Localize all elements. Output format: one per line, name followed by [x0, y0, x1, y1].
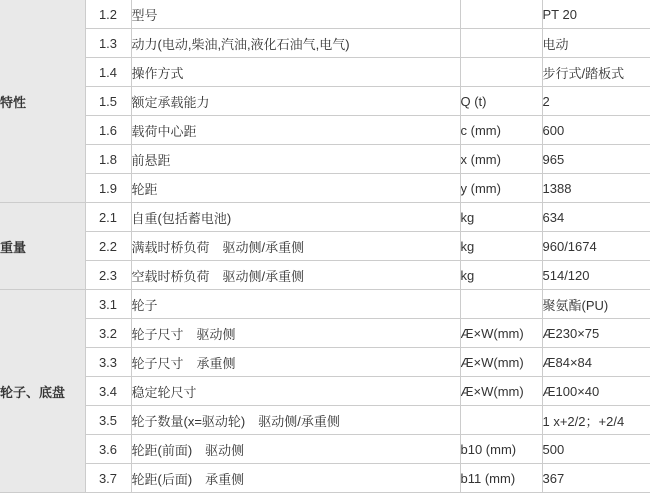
table-row [0, 87, 650, 116]
spec-label-cell: 轮距(后面) 承重侧 [131, 464, 460, 493]
spec-label-cell: 空载时桥负荷 驱动侧/承重侧 [131, 261, 460, 290]
spec-unit-cell: kg [460, 203, 542, 232]
spec-value-cell: 500 [542, 435, 650, 464]
spec-label-cell: 轮子数量(x=驱动轮) 驱动侧/承重侧 [131, 406, 460, 435]
table-row [0, 464, 650, 493]
spec-unit-cell: kg [460, 261, 542, 290]
table-row [0, 290, 650, 319]
spec-value-cell: 电动 [542, 29, 650, 58]
spec-value-cell: Æ84×84 [542, 348, 650, 377]
table-row [0, 0, 650, 29]
table-row [0, 261, 650, 290]
spec-value-cell: 960/1674 [542, 232, 650, 261]
table-row [0, 174, 650, 203]
spec-unit-cell: b10 (mm) [460, 435, 542, 464]
table-row [0, 348, 650, 377]
table-row [0, 377, 650, 406]
spec-unit-cell [460, 290, 542, 319]
spec-unit-cell [460, 0, 542, 29]
spec-number-cell: 1.3 [85, 29, 131, 58]
table-row [0, 435, 650, 464]
spec-label-cell: 自重(包括蓄电池) [131, 203, 460, 232]
spec-unit-cell: y (mm) [460, 174, 542, 203]
spec-label-cell: 前悬距 [131, 145, 460, 174]
spec-number-cell: 2.1 [85, 203, 131, 232]
section-header-cell: 重量 [0, 203, 85, 290]
spec-number-cell: 3.4 [85, 377, 131, 406]
spec-number-cell: 1.8 [85, 145, 131, 174]
spec-unit-cell: b11 (mm) [460, 464, 542, 493]
spec-unit-cell [460, 406, 542, 435]
spec-unit-cell: Æ×W(mm) [460, 377, 542, 406]
spec-number-cell: 3.1 [85, 290, 131, 319]
spec-unit-cell: c (mm) [460, 116, 542, 145]
spec-value-cell: 1 x+2/2；+2/4 [542, 406, 650, 435]
spec-label-cell: 型号 [131, 0, 460, 29]
spec-value-cell: 965 [542, 145, 650, 174]
spec-number-cell: 3.5 [85, 406, 131, 435]
spec-unit-cell [460, 29, 542, 58]
spec-number-cell: 1.9 [85, 174, 131, 203]
spec-label-cell: 轮子 [131, 290, 460, 319]
table-row [0, 29, 650, 58]
spec-value-cell: PT 20 [542, 0, 650, 29]
spec-number-cell: 2.2 [85, 232, 131, 261]
spec-value-cell: 步行式/踏板式 [542, 58, 650, 87]
spec-value-cell: 聚氨酯(PU) [542, 290, 650, 319]
spec-number-cell: 3.3 [85, 348, 131, 377]
spec-value-cell: 2 [542, 87, 650, 116]
spec-unit-cell: Æ×W(mm) [460, 319, 542, 348]
spec-label-cell: 轮距(前面) 驱动侧 [131, 435, 460, 464]
spec-number-cell: 3.2 [85, 319, 131, 348]
spec-value-cell: 1388 [542, 174, 650, 203]
table-row [0, 116, 650, 145]
table-row [0, 232, 650, 261]
spec-unit-cell [460, 58, 542, 87]
spec-number-cell: 1.2 [85, 0, 131, 29]
spec-label-cell: 轮子尺寸 承重侧 [131, 348, 460, 377]
section-header-cell: 特性 [0, 0, 85, 203]
spec-label-cell: 动力(电动,柴油,汽油,液化石油气,电气) [131, 29, 460, 58]
spec-number-cell: 3.6 [85, 435, 131, 464]
spec-label-cell: 稳定轮尺寸 [131, 377, 460, 406]
spec-value-cell: 600 [542, 116, 650, 145]
spec-value-cell: Æ230×75 [542, 319, 650, 348]
spec-unit-cell: x (mm) [460, 145, 542, 174]
spec-number-cell: 3.7 [85, 464, 131, 493]
spec-label-cell: 载荷中心距 [131, 116, 460, 145]
table-row [0, 145, 650, 174]
spec-label-cell: 额定承载能力 [131, 87, 460, 116]
spec-number-cell: 1.4 [85, 58, 131, 87]
spec-number-cell: 1.6 [85, 116, 131, 145]
spec-label-cell: 满载时桥负荷 驱动侧/承重侧 [131, 232, 460, 261]
spec-number-cell: 2.3 [85, 261, 131, 290]
spec-value-cell: Æ100×40 [542, 377, 650, 406]
spec-value-cell: 634 [542, 203, 650, 232]
spec-unit-cell: kg [460, 232, 542, 261]
spec-unit-cell: Q (t) [460, 87, 542, 116]
table-row [0, 406, 650, 435]
spec-label-cell: 轮子尺寸 驱动侧 [131, 319, 460, 348]
table-row [0, 203, 650, 232]
table-row [0, 319, 650, 348]
section-header-cell: 轮子、底盘 [0, 290, 85, 493]
spec-value-cell: 367 [542, 464, 650, 493]
spec-unit-cell: Æ×W(mm) [460, 348, 542, 377]
spec-label-cell: 轮距 [131, 174, 460, 203]
spec-value-cell: 514/120 [542, 261, 650, 290]
spec-number-cell: 1.5 [85, 87, 131, 116]
table-row [0, 58, 650, 87]
spec-label-cell: 操作方式 [131, 58, 460, 87]
